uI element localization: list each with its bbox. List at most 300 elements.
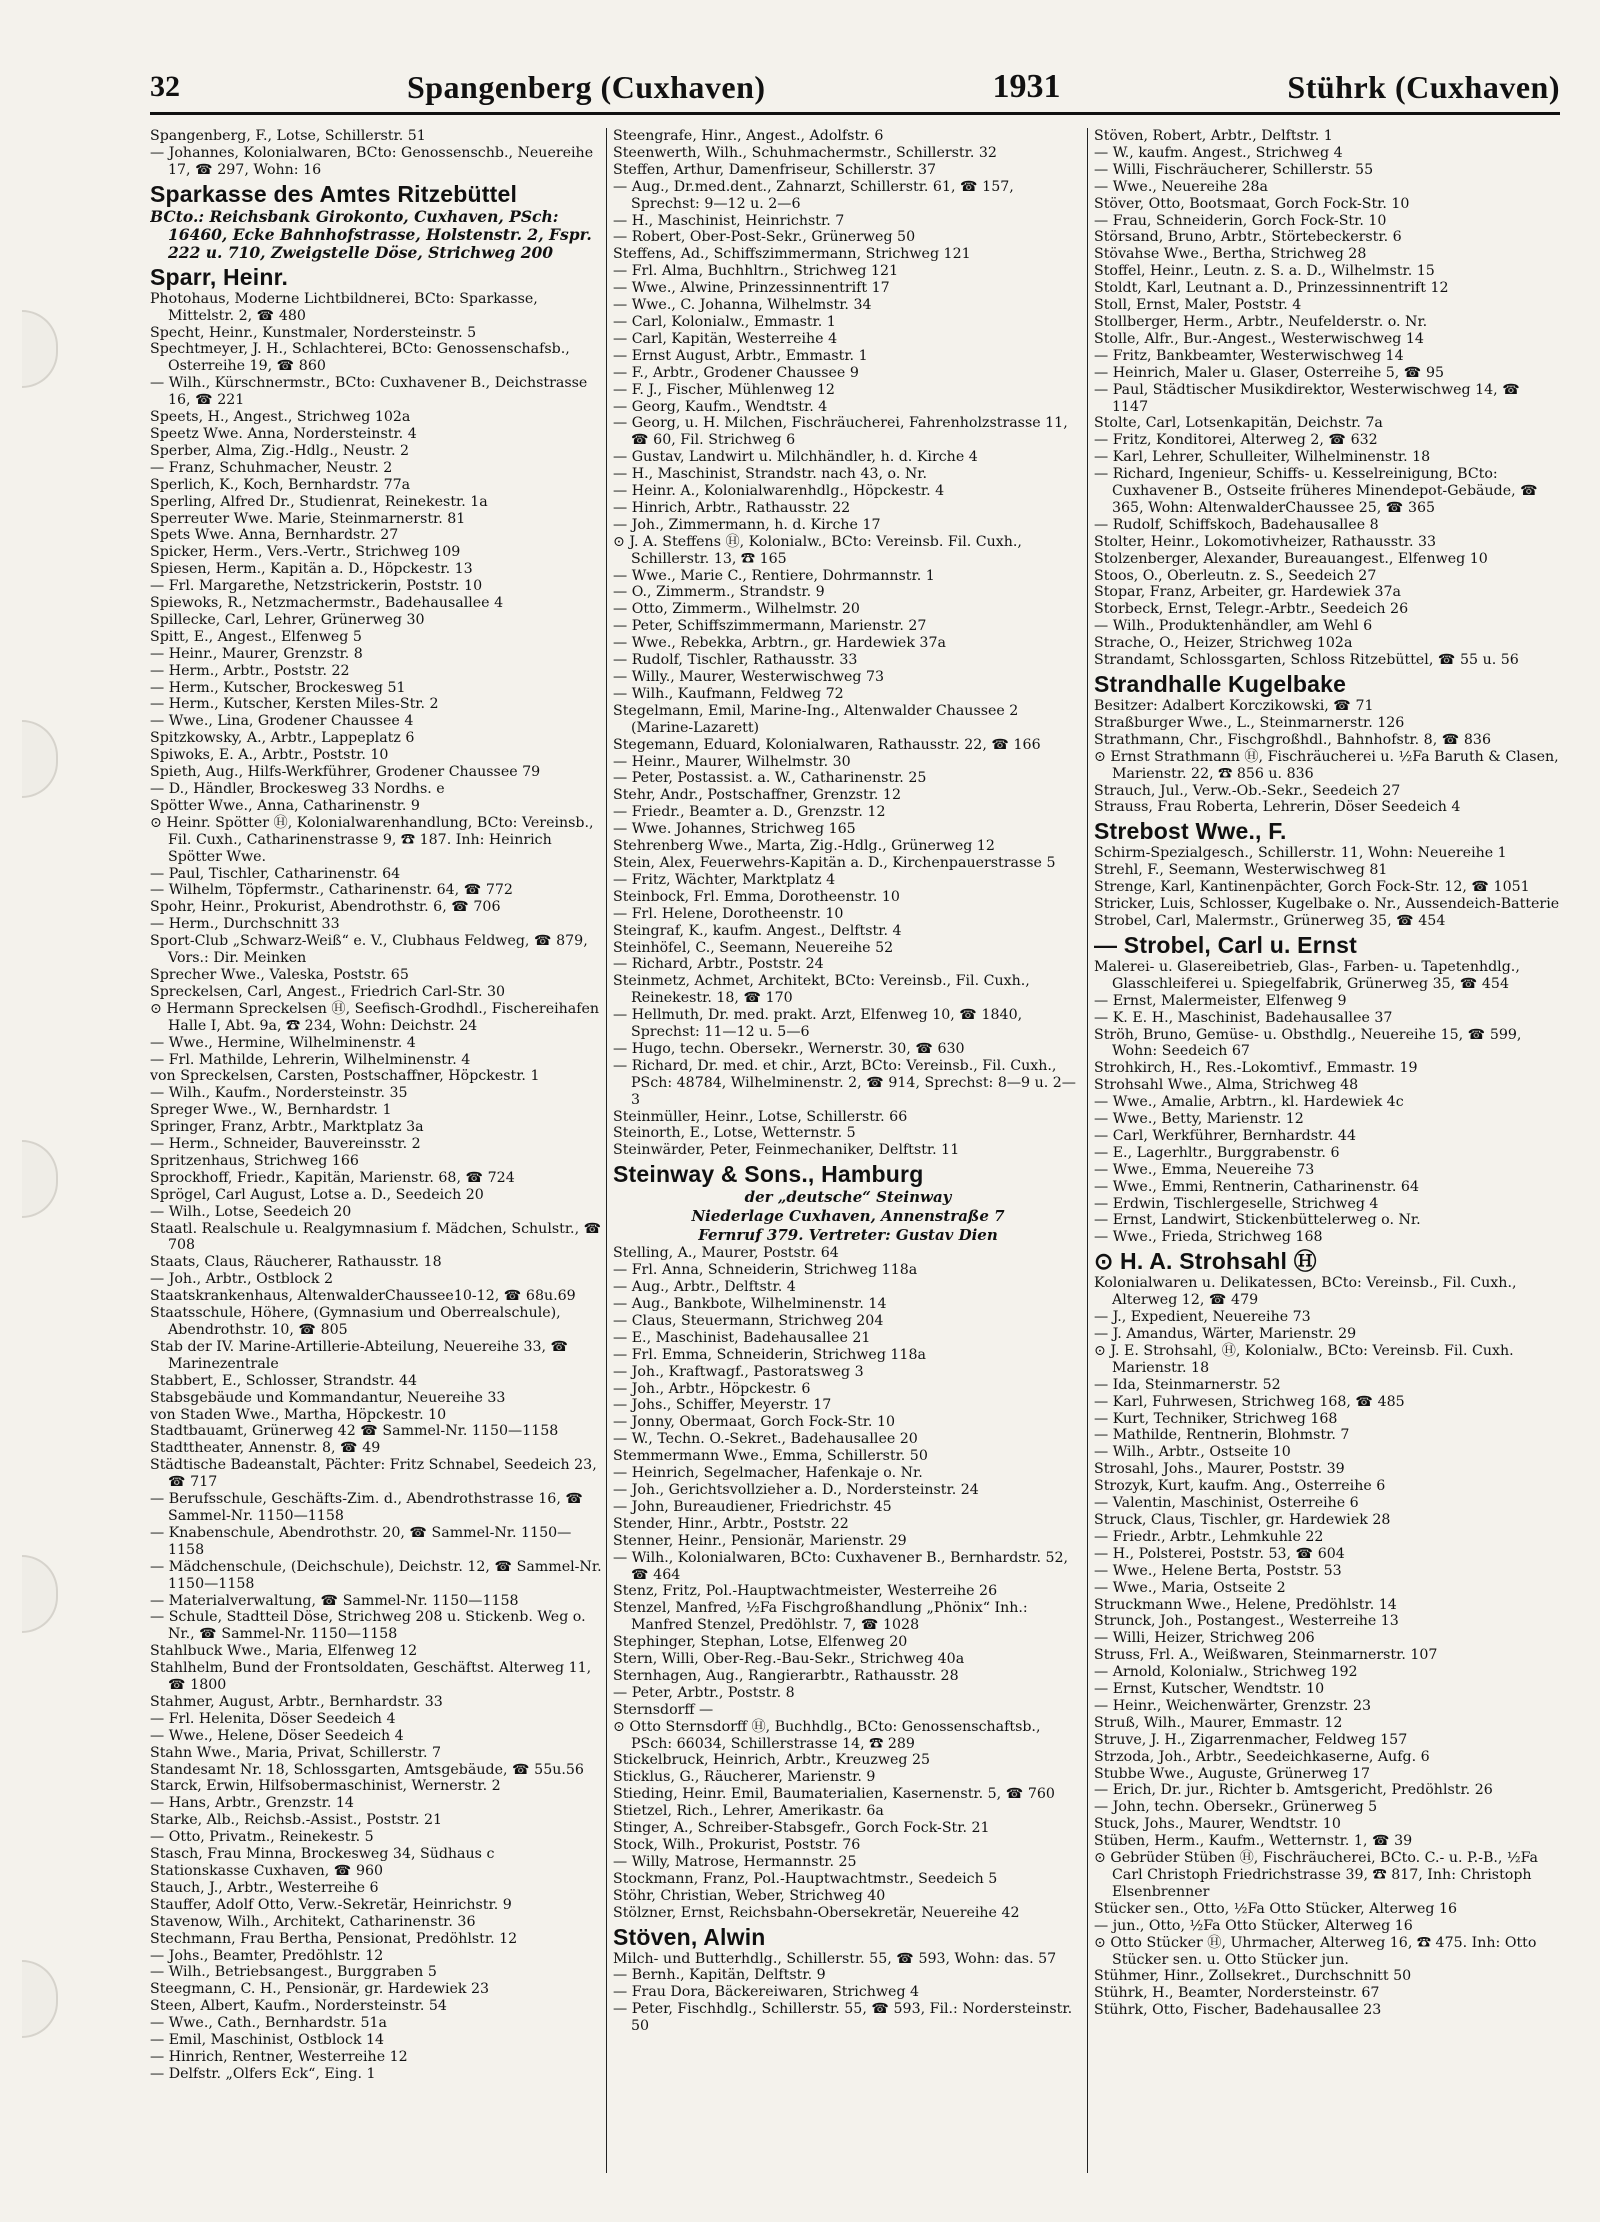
directory-entry: — Gustav, Landwirt u. Milchhändler, h. d. Kirche 4 bbox=[613, 449, 978, 466]
directory-entry: Stührk, Otto, Fischer, Badehausallee 23 bbox=[1094, 2002, 1382, 2019]
directory-entry: Stoldt, Karl, Leutnant a. D., Prinzessinnentrift 12 bbox=[1094, 280, 1449, 297]
directory-entry: Springer, Franz, Arbtr., Marktplatz 3a bbox=[150, 1119, 424, 1136]
directory-entry: Steingraf, K., kaufm. Angest., Delftstr. 4 bbox=[613, 922, 902, 939]
directory-entry: Stender, Hinr., Arbtr., Poststr. 22 bbox=[613, 1515, 849, 1532]
directory-entry: Steinbock, Frl. Emma, Dorotheenstr. 10 bbox=[613, 888, 900, 905]
directory-entry: Stadtbauamt, Grünerweg 42 ☎ Sammel-Nr. 1150—1158 bbox=[150, 1423, 559, 1440]
directory-entry: — Frl. Anna, Schneiderin, Strichweg 118a bbox=[613, 1262, 918, 1279]
directory-entry: Spreckelsen, Carl, Angest., Friedrich Carl-Str. 30 bbox=[150, 983, 506, 1000]
directory-entry: von Spreckelsen, Carsten, Postschaffner, Höpckestr. 1 bbox=[150, 1068, 540, 1085]
directory-entry: Störsand, Bruno, Arbtr., Störtebeckerstr. 6 bbox=[1094, 229, 1402, 246]
directory-entry: — Wwe., Betty, Marienstr. 12 bbox=[1094, 1111, 1304, 1128]
directory-entry: — Willi, Heizer, Strichweg 206 bbox=[1094, 1630, 1315, 1647]
directory-entry: — Claus, Steuermann, Strichweg 204 bbox=[613, 1312, 884, 1329]
directory-entry: von Staden Wwe., Martha, Höpckestr. 10 bbox=[150, 1406, 447, 1423]
directory-entry: — Wwe., Frieda, Strichweg 168 bbox=[1094, 1229, 1323, 1246]
directory-entry: — Ernst August, Arbtr., Emmastr. 1 bbox=[613, 347, 868, 364]
directory-entry: Stubbe Wwe., Auguste, Grünerweg 17 bbox=[1094, 1765, 1371, 1782]
directory-entry: Sparr, Heinr. bbox=[150, 263, 289, 290]
directory-entry: — H., Polsterei, Poststr. 53, ☎ 604 bbox=[1094, 1545, 1345, 1562]
directory-entry: ⊙ H. A. Strohsahl Ⓗ bbox=[1094, 1248, 1317, 1275]
directory-entry: Stüben, Herm., Kaufm., Wetternstr. 1, ☎ 39 bbox=[1094, 1833, 1413, 1850]
directory-entry: — Rudolf, Schiffskoch, Badehausallee 8 bbox=[1094, 516, 1379, 533]
directory-entry: — J. Amandus, Wärter, Marienstr. 29 bbox=[1094, 1326, 1357, 1342]
directory-entry: — Franz, Schuhmacher, Neustr. 2 bbox=[150, 459, 393, 476]
directory-entry: — Otto, Privatm., Reinekestr. 5 bbox=[150, 1829, 374, 1846]
directory-entry: — Wilh., Produktenhändler, am Wehl 6 bbox=[1094, 618, 1373, 635]
directory-entry: — Wwe. Johannes, Strichweg 165 bbox=[613, 821, 856, 838]
directory-entry: Strozyk, Kurt, kaufm. Ang., Osterreihe 6 bbox=[1094, 1478, 1386, 1495]
directory-entry: Sperlich, K., Koch, Bernhardstr. 77a bbox=[150, 476, 411, 493]
directory-entry: — K. E. H., Maschinist, Badehausallee 37 bbox=[1094, 1009, 1393, 1026]
directory-entry: — Valentin, Maschinist, Osterreihe 6 bbox=[1094, 1495, 1359, 1512]
directory-entry: — Hugo, techn. Obersekr., Wernerstr. 30, ☎ 630 bbox=[613, 1040, 965, 1057]
directory-entry: Speets, H., Angest., Strichweg 102a bbox=[150, 409, 411, 426]
directory-entry: Strohsahl Wwe., Alma, Strichweg 48 bbox=[1094, 1077, 1359, 1094]
directory-entry: — Wwe., Hermine, Wilhelminenstr. 4 bbox=[150, 1034, 416, 1051]
directory-entry: — Joh., Gerichtsvollzieher a. D., Nordersteinstr. 24 bbox=[613, 1481, 979, 1498]
directory-entry: Struss, Frl. A., Weißwaren, Steinmarnerstr. 107 bbox=[1094, 1647, 1438, 1664]
directory-entry: Stölzner, Ernst, Reichsbahn-Obersekretär, Neuereihe 42 bbox=[613, 1904, 1020, 1921]
directory-entry: — Karl, Fuhrwesen, Strichweg 168, ☎ 485 bbox=[1094, 1393, 1405, 1410]
directory-entry: Spiesen, Herm., Kapitän a. D., Höpckestr. 13 bbox=[150, 561, 473, 578]
directory-entry: — F. J., Fischer, Mühlenweg 12 bbox=[613, 381, 835, 398]
directory-entry: — Berufsschule, Geschäfts-Zim. d., Abendrothstrasse 16, ☎ Sammel-Nr. 1150—1158 bbox=[150, 1491, 584, 1524]
directory-entry: Stöver, Otto, Bootsmaat, Gorch Fock-Str. 10 bbox=[1094, 195, 1410, 212]
directory-entry: — Aug., Dr.med.dent., Zahnarzt, Schillerstr. 61, ☎ 157, Sprechst: 9—12 u. 2—6 bbox=[613, 178, 1014, 212]
directory-entry: Stolte, Carl, Lotsenkapitän, Deichstr. 7a bbox=[1094, 415, 1383, 432]
directory-columns bbox=[150, 128, 1560, 2178]
directory-entry: — Richard, Dr. med. et chir., Arzt, BCto: Vereinsb., Fil. Cuxh., PSch: 48784, Wilhelminenstr. 2, ☎ 914, Sprechst: 8—9 u. 2—3 bbox=[613, 1057, 1076, 1108]
directory-entry: — Mathilde, Rentnerin, Blohmstr. 7 bbox=[1094, 1427, 1350, 1444]
directory-entry: Strandhalle Kugelbake bbox=[1094, 671, 1347, 697]
directory-entry: — Herm., Kutscher, Kersten Miles-Str. 2 bbox=[150, 696, 439, 713]
directory-entry: Spieth, Aug., Hilfs-Werkführer, Grodener Chaussee 79 bbox=[150, 764, 541, 781]
directory-entry: Stabsgebäude und Kommandantur, Neuereihe 33 bbox=[150, 1389, 506, 1406]
directory-entry: Staats, Claus, Räucherer, Rathausstr. 18 bbox=[150, 1254, 442, 1271]
directory-entry: — Frl. Helenita, Döser Seedeich 4 bbox=[150, 1710, 396, 1727]
directory-entry: Spitt, E., Angest., Elfenweg 5 bbox=[150, 628, 362, 645]
directory-entry: — Wwe., Cath., Bernhardstr. 51a bbox=[150, 2015, 387, 2032]
header-left-title: Spangenberg (Cuxhaven) bbox=[406, 68, 766, 105]
directory-entry: — Schule, Stadtteil Döse, Strichweg 208 u. Stickenb. Weg o. Nr., ☎ Sammel-Nr. 1150—1158 bbox=[150, 1609, 586, 1643]
directory-entry: Spitzkowsky, A., Arbtr., Lappeplatz 6 bbox=[150, 730, 415, 747]
directory-entry: Stationskasse Cuxhaven, ☎ 960 bbox=[150, 1863, 384, 1879]
directory-entry: Stehr, Andr., Postschaffner, Grenzstr. 12 bbox=[613, 787, 901, 804]
directory-entry: Stemmermann Wwe., Emma, Schillerstr. 50 bbox=[613, 1448, 928, 1465]
directory-entry: Stickelbruck, Heinrich, Arbtr., Kreuzweg 25 bbox=[613, 1752, 931, 1769]
directory-entry: — Friedr., Beamter a. D., Grenzstr. 12 bbox=[613, 804, 886, 821]
directory-entry: — Hellmuth, Dr. med. prakt. Arzt, Elfenweg 10, ☎ 1840, Sprechst: 11—12 u. 5—6 bbox=[613, 1007, 1023, 1041]
directory-entry: — Willi, Fischräucherer, Schillerstr. 55 bbox=[1094, 161, 1374, 178]
directory-entry: — Paul, Städtischer Musikdirektor, Westerwischweg 14, ☎ 1147 bbox=[1094, 381, 1520, 415]
directory-entry: Besitzer: Adalbert Korczikowski, ☎ 71 bbox=[1094, 698, 1374, 714]
directory-entry: — Fritz, Konditorei, Alterweg 2, ☎ 632 bbox=[1094, 432, 1378, 449]
directory-entry: Stelling, A., Maurer, Poststr. 64 bbox=[613, 1245, 839, 1262]
directory-entry: — Joh., Arbtr., Höpckestr. 6 bbox=[613, 1380, 811, 1397]
directory-entry: Fernruf 379. Vertreter: Gustav Dien bbox=[698, 1226, 998, 1245]
directory-entry: — Willy, Matrose, Hermannstr. 25 bbox=[613, 1853, 857, 1870]
directory-entry: ⊙ Heinr. Spötter Ⓗ, Kolonialwarenhandlung, BCto: Vereinsb., Fil. Cuxh., Catharinenstrasse 9, ☎ 187. Inh: Heinrich Spötter Wwe. bbox=[150, 814, 594, 865]
directory-entry: — Rudolf, Tischler, Rathausstr. 33 bbox=[613, 652, 858, 669]
directory-entry: — Mädchenschule, (Deichschule), Deichstr. 12, ☎ Sammel-Nr. 1150—1158 bbox=[150, 1558, 602, 1592]
directory-entry: Spohr, Heinr., Prokurist, Abendrothstr. 6, ☎ 706 bbox=[150, 899, 501, 916]
directory-entry: — Strobel, Carl u. Ernst bbox=[1094, 931, 1357, 958]
directory-entry: Staatskrankenhaus, AltenwalderChaussee10-12, ☎ 68u.69 bbox=[150, 1288, 576, 1305]
directory-entry: Strache, O., Heizer, Strichweg 102a bbox=[1094, 635, 1353, 652]
directory-entry: — Friedr., Arbtr., Lehmkuhle 22 bbox=[1094, 1528, 1324, 1545]
directory-entry: Sprecher Wwe., Valeska, Poststr. 65 bbox=[150, 966, 409, 983]
directory-entry: Stopar, Franz, Arbeiter, gr. Hardewiek 37a bbox=[1094, 584, 1401, 601]
directory-entry: — Carl, Werkführer, Bernhardstr. 44 bbox=[1094, 1127, 1356, 1144]
directory-entry: ⊙ J. E. Strohsahl, Ⓗ, Kolonialw., BCto: Vereinsb. Fil. Cuxh. Marienstr. 18 bbox=[1094, 1342, 1514, 1376]
directory-entry: — Delfstr. „Olfers Eck“, Eing. 1 bbox=[150, 2065, 376, 2082]
directory-entry: — Joh., Kraftwagf., Pastoratsweg 3 bbox=[613, 1363, 864, 1380]
directory-entry: — John, techn. Obersekr., Grünerweg 5 bbox=[1094, 1799, 1378, 1816]
directory-entry: — Wilh., Kaufmann, Feldweg 72 bbox=[613, 685, 844, 702]
directory-entry: Stricker, Luis, Schlosser, Kugelbake o. Nr., Aussendeich-Batterie bbox=[1094, 896, 1560, 913]
directory-entry: Stahlbuck Wwe., Maria, Elfenweg 12 bbox=[150, 1643, 418, 1660]
directory-entry: — Peter, Fischhdlg., Schillerstr. 55, ☎ 593, Fil.: Nordersteinstr. 50 bbox=[613, 2001, 1073, 2035]
directory-entry: Standesamt Nr. 18, Schlossgarten, Amtsgebäude, ☎ 55u.56 bbox=[150, 1761, 584, 1778]
directory-entry: — Wwe., Marie C., Rentiere, Dohrmannstr. 1 bbox=[613, 567, 935, 584]
directory-entry: Specht, Heinr., Kunstmaler, Nordersteinstr. 5 bbox=[150, 324, 477, 341]
directory-entry: — Fritz, Wächter, Marktplatz 4 bbox=[613, 871, 836, 888]
directory-entry: Strenge, Karl, Kantinenpächter, Gorch Fock-Str. 12, ☎ 1051 bbox=[1094, 879, 1530, 896]
directory-entry: ⊙ Ernst Strathmann Ⓗ, Fischräucherei u. ½Fa Baruth & Clasen, Marienstr. 22, ☎ 856 u. 836 bbox=[1094, 748, 1559, 782]
directory-entry: Strauch, Jul., Verw.-Ob.-Sekr., Seedeich 27 bbox=[1094, 782, 1401, 799]
directory-entry: Stühmer, Hinr., Zollsekret., Durchschnitt 50 bbox=[1094, 1968, 1412, 1985]
directory-entry: Stephinger, Stephan, Lotse, Elfenweg 20 bbox=[613, 1634, 908, 1651]
directory-entry: Strathmann, Chr., Fischgroßhdl., Bahnhofstr. 8, ☎ 836 bbox=[1094, 731, 1491, 748]
directory-entry: — Wwe., Helene Berta, Poststr. 53 bbox=[1094, 1562, 1342, 1579]
directory-entry: Spiewoks, R., Netzmachermstr., Badehausallee 4 bbox=[150, 595, 504, 612]
directory-entry: — Wwe., Helene, Döser Seedeich 4 bbox=[150, 1727, 404, 1744]
directory-entry: Stahmer, August, Arbtr., Bernhardstr. 33 bbox=[150, 1693, 443, 1710]
directory-entry: — Emil, Maschinist, Ostblock 14 bbox=[150, 2032, 385, 2049]
directory-entry: Starke, Alb., Reichsb.-Assist., Poststr. 21 bbox=[150, 1812, 443, 1829]
directory-entry: Strandamt, Schlossgarten, Schloss Ritzebüttel, ☎ 55 u. 56 bbox=[1094, 652, 1519, 669]
directory-entry: Steffens, Ad., Schiffszimmermann, Strichweg 121 bbox=[613, 246, 971, 263]
directory-entry: — Wwe., Alwine, Prinzessinnentrift 17 bbox=[613, 280, 890, 297]
directory-entry: Stock, Wilh., Prokurist, Poststr. 76 bbox=[613, 1837, 861, 1853]
directory-entry: Stockmann, Franz, Pol.-Hauptwachtmstr., Seedeich 5 bbox=[613, 1870, 998, 1887]
directory-entry: — Heinr., Weichenwärter, Grenzstr. 23 bbox=[1094, 1697, 1371, 1714]
header-right-title: Stührk (Cuxhaven) bbox=[1287, 68, 1560, 105]
directory-entry: Struve, J. H., Zigarrenmacher, Feldweg 157 bbox=[1094, 1731, 1408, 1748]
directory-entry: — Arnold, Kolonialw., Strichweg 192 bbox=[1094, 1664, 1358, 1681]
directory-entry: Stührk, H., Beamter, Nordersteinstr. 67 bbox=[1094, 1985, 1380, 2002]
directory-entry: ⊙ Hermann Spreckelsen Ⓗ, Seefisch-Grodhdl., Fischereihafen Halle I, Abt. 9a, ☎ 234, Wohn: Deichstr. 24 bbox=[150, 1000, 600, 1034]
directory-entry: — Wilh., Kolonialwaren, BCto: Cuxhavener B., Bernhardstr. 52, ☎ 464 bbox=[613, 1549, 1069, 1583]
directory-entry: Milch- und Butterhdlg., Schillerstr. 55, ☎ 593, Wohn: das. 57 bbox=[613, 1950, 1057, 1967]
directory-entry: Storbeck, Ernst, Telegr.-Arbtr., Seedeich 26 bbox=[1094, 601, 1409, 618]
directory-entry: — Wilh., Lotse, Seedeich 20 bbox=[150, 1203, 352, 1220]
directory-entry: — Paul, Tischler, Catharinenstr. 64 bbox=[150, 865, 401, 882]
directory-entry: Sternsdorff — bbox=[613, 1701, 714, 1718]
directory-entry: — Heinrich, Segelmacher, Hafenkaje o. Nr. bbox=[613, 1465, 923, 1482]
directory-entry: — jun., Otto, ½Fa Otto Stücker, Alterweg 16 bbox=[1094, 1917, 1413, 1934]
directory-entry: — Heinr., Maurer, Wilhelmstr. 30 bbox=[613, 753, 851, 770]
directory-entry: Stöven, Robert, Arbtr., Delftstr. 1 bbox=[1094, 128, 1333, 144]
directory-entry: — Ernst, Malermeister, Elfenweg 9 bbox=[1094, 992, 1347, 1009]
directory-entry: Steinorth, E., Lotse, Wetternstr. 5 bbox=[613, 1125, 856, 1142]
directory-entry: Stabbert, E., Schlosser, Strandstr. 44 bbox=[150, 1372, 418, 1389]
directory-entry: — Heinrich, Maler u. Glaser, Osterreihe 5, ☎ 95 bbox=[1094, 364, 1445, 381]
directory-entry: — D., Händler, Brockesweg 33 Nordhs. e bbox=[150, 781, 445, 797]
directory-entry: — Georg, Kaufm., Wendtstr. 4 bbox=[613, 398, 828, 415]
directory-entry: Stolle, Alfr., Bur.-Angest., Westerwischweg 14 bbox=[1094, 330, 1424, 347]
directory-entry: Stab der IV. Marine-Artillerie-Abteilung, Neuereihe 33, ☎ Marinezentrale bbox=[150, 1338, 569, 1372]
directory-entry: — Herm., Schneider, Bauvereinsstr. 2 bbox=[150, 1136, 421, 1153]
directory-entry: Strohkirch, H., Res.-Lokomtivf., Emmastr. 19 bbox=[1094, 1060, 1418, 1077]
directory-entry: Stoffel, Heinr., Leutn. z. S. a. D., Wilhelmstr. 15 bbox=[1094, 263, 1435, 280]
directory-entry: Stoos, O., Oberleutn. z. S., Seedeich 27 bbox=[1094, 567, 1377, 584]
directory-entry: Stücker sen., Otto, ½Fa Otto Stücker, Alterweg 16 bbox=[1094, 1900, 1457, 1917]
directory-entry: Struckmann Wwe., Helene, Predöhlstr. 14 bbox=[1094, 1596, 1397, 1613]
directory-entry: — Peter, Arbtr., Poststr. 8 bbox=[613, 1684, 795, 1701]
directory-entry: Spicker, Herm., Vers.-Vertr., Strichweg 109 bbox=[150, 544, 461, 561]
directory-entry: — Wilh., Arbtr., Ostseite 10 bbox=[1094, 1444, 1291, 1461]
directory-entry: — Fritz, Bankbeamter, Westerwischweg 14 bbox=[1094, 347, 1404, 364]
directory-entry: Steinwärder, Peter, Feinmechaniker, Delftstr. 11 bbox=[613, 1142, 960, 1159]
directory-entry: — Wwe., C. Johanna, Wilhelmstr. 34 bbox=[613, 297, 872, 314]
directory-entry: — Richard, Arbtr., Poststr. 24 bbox=[613, 956, 824, 973]
directory-entry: — Wwe., Neuereihe 28a bbox=[1094, 178, 1268, 195]
directory-entry: Steinmüller, Heinr., Lotse, Schillerstr. 66 bbox=[613, 1108, 908, 1125]
directory-entry: Starck, Erwin, Hilfsobermaschinist, Wernerstr. 2 bbox=[150, 1778, 501, 1795]
directory-entry: Steffen, Arthur, Damenfriseur, Schillerstr. 37 bbox=[613, 161, 937, 178]
directory-entry: — Heinr., Maurer, Grenzstr. 8 bbox=[150, 645, 363, 662]
directory-entry: Steinmetz, Achmet, Architekt, BCto: Vereinsb., Fil. Cuxh., Reinekestr. 18, ☎ 170 bbox=[613, 973, 1030, 1007]
directory-entry: BCto.: Reichsbank Girokonto, Cuxhaven, PSch: 16460, Ecke Bahnhofstrasse, Holstenstr. 2, Fspr. 222 u. 710, Zweigstelle Döse, Strichweg 200 bbox=[150, 206, 592, 262]
directory-entry: — H., Maschinist, Strandstr. nach 43, o. Nr. bbox=[613, 466, 927, 483]
directory-entry: — E., Lagerhltr., Burggrabenstr. 6 bbox=[1094, 1144, 1340, 1161]
directory-entry: — Knabenschule, Abendrothstr. 20, ☎ Sammel-Nr. 1150—1158 bbox=[150, 1524, 572, 1558]
directory-entry: Straßburger Wwe., L., Steinmarnerstr. 126 bbox=[1094, 714, 1405, 731]
punch-hole bbox=[22, 1140, 58, 1218]
directory-entry: — Ernst, Kutscher, Wendtstr. 10 bbox=[1094, 1681, 1325, 1698]
punch-hole bbox=[22, 1555, 58, 1633]
directory-entry: Strosahl, Johs., Maurer, Poststr. 39 bbox=[1094, 1461, 1345, 1478]
directory-entry: Städtische Badeanstalt, Pächter: Fritz Schnabel, Seedeich 23, ☎ 717 bbox=[150, 1457, 597, 1491]
directory-entry: — Frl. Emma, Schneiderin, Strichweg 118a bbox=[613, 1346, 926, 1363]
directory-entry: — Hinrich, Rentner, Westerreihe 12 bbox=[150, 2048, 408, 2065]
directory-entry: — Frl. Helene, Dorotheenstr. 10 bbox=[613, 905, 844, 922]
directory-entry: Stöven, Alwin bbox=[613, 1923, 766, 1950]
directory-entry: — Wwe., Rebekka, Arbtrn., gr. Hardewiek 37a bbox=[613, 635, 946, 652]
directory-entry: — Aug., Bankbote, Wilhelminenstr. 14 bbox=[613, 1296, 887, 1312]
directory-entry: ⊙ Otto Stücker Ⓗ, Uhrmacher, Alterweg 16, ☎ 475. Inh: Otto Stücker sen. u. Otto Stücker jun. bbox=[1094, 1934, 1537, 1968]
directory-entry: Stasch, Frau Minna, Brockesweg 34, Südhaus c bbox=[150, 1846, 495, 1863]
directory-entry: — Frau Dora, Bäckereiwaren, Strichweg 4 bbox=[613, 1984, 920, 2001]
directory-entry: — H., Maschinist, Heinrichstr. 7 bbox=[613, 212, 845, 229]
directory-entry: — Herm., Durchschnitt 33 bbox=[150, 916, 340, 933]
directory-entry: — Ida, Steinmarnerstr. 52 bbox=[1094, 1376, 1281, 1393]
directory-entry: — Hans, Arbtr., Grenzstr. 14 bbox=[150, 1795, 354, 1812]
directory-entry: Strunck, Joh., Postangest., Westerreihe 13 bbox=[1094, 1613, 1399, 1630]
directory-entry: — Georg, u. H. Milchen, Fischräucherei, Fahrenholzstrasse 11, ☎ 60, Fil. Strichweg 6 bbox=[613, 415, 1068, 449]
directory-entry: Struck, Claus, Tischler, gr. Hardewiek 28 bbox=[1094, 1511, 1391, 1528]
directory-entry: Malerei- u. Glasereibetrieb, Glas-, Farben- u. Tapetenhdlg., Glasschleiferei u. Spiegelfabrik, Grünerweg 35, ☎ 454 bbox=[1094, 958, 1520, 992]
directory-entry: Steenwerth, Wilh., Schuhmachermstr., Schillerstr. 32 bbox=[613, 144, 997, 161]
directory-entry: Strehl, F., Seemann, Westerwischweg 81 bbox=[1094, 862, 1388, 879]
directory-entry: Schirm-Spezialgesch., Schillerstr. 11, Wohn: Neuereihe 1 bbox=[1094, 845, 1507, 862]
page-header bbox=[150, 62, 1560, 115]
directory-entry: Sternhagen, Aug., Rangierarbtr., Rathausstr. 28 bbox=[613, 1667, 959, 1684]
directory-entry: — Frl. Alma, Buchhltrn., Strichweg 121 bbox=[613, 263, 899, 280]
directory-entry: — Wwe., Amalie, Arbtrn., kl. Hardewiek 4c bbox=[1094, 1094, 1404, 1111]
directory-entry: Stehrenberg Wwe., Marta, Zig.-Hdlg., Grünerweg 12 bbox=[613, 838, 995, 855]
directory-entry: — Willy., Maurer, Westerwischweg 73 bbox=[613, 669, 885, 685]
directory-entry: Stieding, Heinr. Emil, Baumaterialien, Kasernenstr. 5, ☎ 760 bbox=[613, 1786, 1055, 1803]
directory-entry: — Carl, Kolonialw., Emmastr. 1 bbox=[613, 313, 836, 330]
directory-entry: Steegmann, C. H., Pensionär, gr. Hardewiek 23 bbox=[150, 1981, 490, 1998]
directory-entry: — Materialverwaltung, ☎ Sammel-Nr. 1150—1158 bbox=[150, 1592, 519, 1609]
punch-hole bbox=[22, 310, 58, 388]
directory-entry: — Jonny, Obermaat, Gorch Fock-Str. 10 bbox=[613, 1414, 895, 1431]
directory-entry: — Frl. Margarethe, Netzstrickerin, Poststr. 10 bbox=[150, 578, 483, 595]
directory-column-1 bbox=[150, 128, 604, 2178]
directory-entry: Steen, Albert, Kaufm., Nordersteinstr. 54 bbox=[150, 1998, 447, 2015]
directory-entry: Stern, Willi, Ober-Reg.-Bau-Sekr., Strichweg 40a bbox=[613, 1651, 965, 1668]
page-number: 32 bbox=[150, 70, 180, 103]
directory-entry: Stechmann, Frau Bertha, Pensionat, Predöhlstr. 12 bbox=[150, 1930, 518, 1947]
directory-entry: Stauch, J., Arbtr., Westerreihe 6 bbox=[150, 1879, 379, 1896]
directory-entry: Strebost Wwe., F. bbox=[1094, 818, 1287, 845]
directory-entry: Strzoda, Joh., Arbtr., Seedeichkaserne, Aufg. 6 bbox=[1094, 1748, 1430, 1765]
directory-entry: Spiwoks, E. A., Arbtr., Poststr. 10 bbox=[150, 747, 389, 764]
directory-entry: Stein, Alex, Feuerwehrs-Kapitän a. D., Kirchenpauerstrasse 5 bbox=[613, 854, 1056, 871]
directory-entry: Steinhöfel, C., Seemann, Neuereihe 52 bbox=[613, 939, 894, 956]
directory-entry: Sticklus, G., Räucherer, Marienstr. 9 bbox=[613, 1769, 876, 1786]
directory-entry: Photohaus, Moderne Lichtbildnerei, BCto: Sparkasse, Mittelstr. 2, ☎ 480 bbox=[150, 290, 538, 324]
directory-entry: — Joh., Arbtr., Ostblock 2 bbox=[150, 1271, 334, 1288]
directory-entry: — Otto, Zimmerm., Wilhelmstr. 20 bbox=[613, 601, 860, 618]
directory-entry: Stolzenberger, Alexander, Bureauangest., Elfenweg 10 bbox=[1094, 550, 1488, 567]
directory-entry: Stahn Wwe., Maria, Privat, Schillerstr. 7 bbox=[150, 1744, 442, 1761]
directory-entry: Sperreuter Wwe. Marie, Steinmarnerstr. 81 bbox=[150, 510, 466, 527]
directory-entry: Stavenow, Wilh., Architekt, Catharinenstr. 36 bbox=[150, 1913, 476, 1930]
directory-entry: Stövahse Wwe., Bertha, Strichweg 28 bbox=[1094, 246, 1367, 263]
directory-entry: Spets Wwe. Anna, Bernhardstr. 27 bbox=[150, 527, 399, 544]
directory-entry: Staatsschule, Höhere, (Gymnasium und Oberrealschule), Abendrothstr. 10, ☎ 805 bbox=[150, 1305, 561, 1338]
directory-entry: — Wilhelm, Töpfermstr., Catharinenstr. 64, ☎ 772 bbox=[150, 882, 513, 899]
directory-entry: — Karl, Lehrer, Schulleiter, Wilhelminenstr. 18 bbox=[1094, 449, 1431, 466]
directory-entry: — Heinr. A., Kolonialwarenhdlg., Höpckestr. 4 bbox=[613, 483, 945, 500]
directory-entry: — Hinrich, Arbtr., Rathausstr. 22 bbox=[613, 499, 851, 516]
directory-entry: der „deutsche“ Steinway bbox=[744, 1188, 952, 1207]
directory-entry: — O., Zimmerm., Strandstr. 9 bbox=[613, 584, 825, 601]
directory-entry: — Herm., Arbtr., Poststr. 22 bbox=[150, 662, 350, 679]
directory-entry: — Wilh., Kaufm., Nordersteinstr. 35 bbox=[150, 1085, 408, 1102]
directory-entry: — J., Expedient, Neuereihe 73 bbox=[1094, 1309, 1311, 1326]
directory-entry: Speetz Wwe. Anna, Nordersteinstr. 4 bbox=[150, 425, 417, 442]
directory-entry: Sprögel, Carl August, Lotse a. D., Seedeich 20 bbox=[150, 1186, 484, 1203]
directory-entry: Stietzel, Rich., Lehrer, Amerikastr. 6a bbox=[613, 1803, 884, 1820]
directory-entry: — W., kaufm. Angest., Strichweg 4 bbox=[1094, 144, 1343, 161]
directory-entry: Niederlage Cuxhaven, Annenstraße 7 bbox=[691, 1207, 1005, 1226]
directory-entry: — Wwe., Emmi, Rentnerin, Catharinenstr. 64 bbox=[1094, 1178, 1419, 1195]
directory-entry: Sprockhoff, Friedr., Kapitän, Marienstr. 68, ☎ 724 bbox=[150, 1169, 515, 1186]
directory-entry: Stenz, Fritz, Pol.-Hauptwachtmeister, Westerreihe 26 bbox=[613, 1583, 998, 1600]
directory-entry: Spreger Wwe., W., Bernhardstr. 1 bbox=[150, 1102, 392, 1119]
directory-entry: — Robert, Ober-Post-Sekr., Grünerweg 50 bbox=[613, 229, 916, 246]
directory-entry: — Herm., Kutscher, Brockesweg 51 bbox=[150, 679, 406, 696]
directory-entry: Sperling, Alfred Dr., Studienrat, Reinekestr. 1a bbox=[150, 493, 488, 510]
directory-entry: Spritzenhaus, Strichweg 166 bbox=[150, 1152, 359, 1169]
directory-entry: — Joh., Zimmermann, h. d. Kirche 17 bbox=[613, 516, 881, 533]
directory-entry: Sparkasse des Amtes Ritzebüttel bbox=[150, 180, 518, 207]
directory-entry: Stauffer, Adolf Otto, Verw.-Sekretär, Heinrichstr. 9 bbox=[150, 1896, 512, 1913]
directory-entry: Kolonialwaren u. Delikatessen, BCto: Vereinsb., Fil. Cuxh., Alterweg 12, ☎ 479 bbox=[1094, 1275, 1517, 1309]
directory-entry: — Wwe., Lina, Grodener Chaussee 4 bbox=[150, 713, 414, 730]
directory-entry: — Johs., Beamter, Predöhlstr. 12 bbox=[150, 1947, 384, 1964]
directory-entry: Stollberger, Herm., Arbtr., Neufelderstr. o. Nr. bbox=[1094, 313, 1428, 330]
directory-entry: Stenner, Heinr., Pensionär, Marienstr. 29 bbox=[613, 1532, 907, 1549]
directory-entry: — Bernh., Kapitän, Delftstr. 9 bbox=[613, 1967, 826, 1984]
directory-entry: Steengrafe, Hinr., Angest., Adolfstr. 6 bbox=[613, 128, 884, 144]
directory-entry: — Aug., Arbtr., Delftstr. 4 bbox=[613, 1279, 796, 1296]
directory-entry: Stuck, Johs., Maurer, Wendtstr. 10 bbox=[1094, 1816, 1341, 1833]
directory-entry: Spechtmeyer, J. H., Schlachterei, BCto: Genossenschafsb., Osterreihe 19, ☎ 860 bbox=[150, 341, 570, 375]
directory-entry: Stoll, Ernst, Maler, Poststr. 4 bbox=[1094, 297, 1302, 314]
directory-entry: Ströh, Bruno, Gemüse- u. Obsthdlg., Neuereihe 15, ☎ 599, Wohn: Seedeich 67 bbox=[1094, 1026, 1522, 1060]
directory-entry: ⊙ J. A. Steffens Ⓗ, Kolonialw., BCto: Vereinsb. Fil. Cuxh., Schillerstr. 13, ☎ 165 bbox=[613, 533, 1022, 567]
directory-entry: — Wilh., Kürschnermstr., BCto: Cuxhavener B., Deichstrasse 16, ☎ 221 bbox=[150, 375, 588, 409]
directory-entry: Spötter Wwe., Anna, Catharinenstr. 9 bbox=[150, 797, 420, 814]
directory-entry: Stadttheater, Annenstr. 8, ☎ 49 bbox=[150, 1440, 381, 1457]
directory-entry: — W., Techn. O.-Sekret., Badehausallee 20 bbox=[613, 1431, 918, 1448]
directory-column-3 bbox=[1094, 128, 1560, 2178]
punch-hole bbox=[22, 1960, 58, 2038]
directory-entry: — Frau, Schneiderin, Gorch Fock-Str. 10 bbox=[1094, 212, 1387, 229]
directory-entry: Sport-Club „Schwarz-Weiß“ e. V., Clubhaus Feldweg, ☎ 879, Vors.: Dir. Meinken bbox=[150, 933, 588, 967]
directory-entry: — John, Bureaudiener, Friedrichstr. 45 bbox=[613, 1498, 892, 1515]
directory-entry: — Erdwin, Tischlergeselle, Strichweg 4 bbox=[1094, 1195, 1379, 1212]
directory-entry: Stegelmann, Emil, Marine-Ing., Altenwalder Chaussee 2 (Marine-Lazarett) bbox=[613, 702, 1019, 736]
directory-entry: Spangenberg, F., Lotse, Schillerstr. 51 bbox=[150, 128, 426, 144]
directory-entry: Staatl. Realschule u. Realgymnasium f. Mädchen, Schulstr., ☎ 708 bbox=[150, 1220, 602, 1254]
directory-entry: — Carl, Kapitän, Westerreihe 4 bbox=[613, 330, 838, 347]
directory-entry: Stolter, Heinr., Lokomotivheizer, Rathausstr. 33 bbox=[1094, 533, 1437, 550]
directory-column-2 bbox=[613, 128, 1083, 2178]
directory-entry: — F., Arbtr., Grodener Chaussee 9 bbox=[613, 364, 859, 381]
directory-entry: ⊙ Otto Sternsdorff Ⓗ, Buchhdlg., BCto: Genossenschaftsb., PSch: 66034, Schillerstrasse 14, ☎ 289 bbox=[613, 1718, 1041, 1752]
directory-entry: Strobel, Carl, Malermstr., Grünerweg 35, ☎ 454 bbox=[1094, 912, 1446, 929]
directory-entry: Stahlhelm, Bund der Frontsoldaten, Geschäftst. Alterweg 11, ☎ 1800 bbox=[150, 1660, 592, 1694]
directory-entry: — Ernst, Landwirt, Stickenbüttelerweg o. Nr. bbox=[1094, 1212, 1421, 1229]
directory-entry: — Wilh., Betriebsangest., Burggraben 5 bbox=[150, 1964, 437, 1981]
directory-entry: — Johannes, Kolonialwaren, BCto: Genossenschb., Neuereihe 17, ☎ 297, Wohn: 16 bbox=[150, 144, 594, 178]
directory-entry: — Peter, Schiffszimmermann, Marienstr. 27 bbox=[613, 618, 927, 635]
directory-entry: — Peter, Postassist. a. W., Catharinenstr. 25 bbox=[613, 770, 927, 787]
directory-entry: ⊙ Gebrüder Stüben Ⓗ, Fischräucherei, BCto. C.- u. P.-B., ½Fa Carl Christoph Friedrichstrasse 39, ☎ 817, Inh: Christoph Elsenbrenner bbox=[1094, 1850, 1539, 1900]
directory-entry: Stenzel, Manfred, ½Fa Fischgroßhandlung „Phönix“ Inh.: Manfred Stenzel, Predöhlstr. 7, ☎ 1028 bbox=[613, 1600, 1028, 1634]
directory-entry: — Richard, Ingenieur, Schiffs- u. Kesselreinigung, BCto: Cuxhavener B., Ostseite früheres Minendepot-Gebäude, ☎ 365, Wohn: AltenwalderChaussee 25, ☎ 365 bbox=[1094, 466, 1538, 516]
directory-entry: — E., Maschinist, Badehausallee 21 bbox=[613, 1329, 871, 1346]
header-year: 1931 bbox=[992, 68, 1061, 105]
directory-entry: Stöhr, Christian, Weber, Strichweg 40 bbox=[613, 1887, 886, 1904]
directory-entry: — Kurt, Techniker, Strichweg 168 bbox=[1094, 1410, 1338, 1427]
directory-entry: Spillecke, Carl, Lehrer, Grünerweg 30 bbox=[150, 611, 425, 628]
directory-entry: Steinway & Sons., Hamburg bbox=[613, 1161, 924, 1188]
directory-entry: — Wwe., Maria, Ostseite 2 bbox=[1094, 1579, 1286, 1596]
punch-hole bbox=[22, 720, 58, 798]
directory-entry: Stinger, A., Schreiber-Stabsgefr., Gorch Fock-Str. 21 bbox=[613, 1820, 990, 1837]
directory-entry: — Wwe., Emma, Neuereihe 73 bbox=[1094, 1161, 1315, 1178]
directory-entry: Stegemann, Eduard, Kolonialwaren, Rathausstr. 22, ☎ 166 bbox=[613, 736, 1041, 753]
